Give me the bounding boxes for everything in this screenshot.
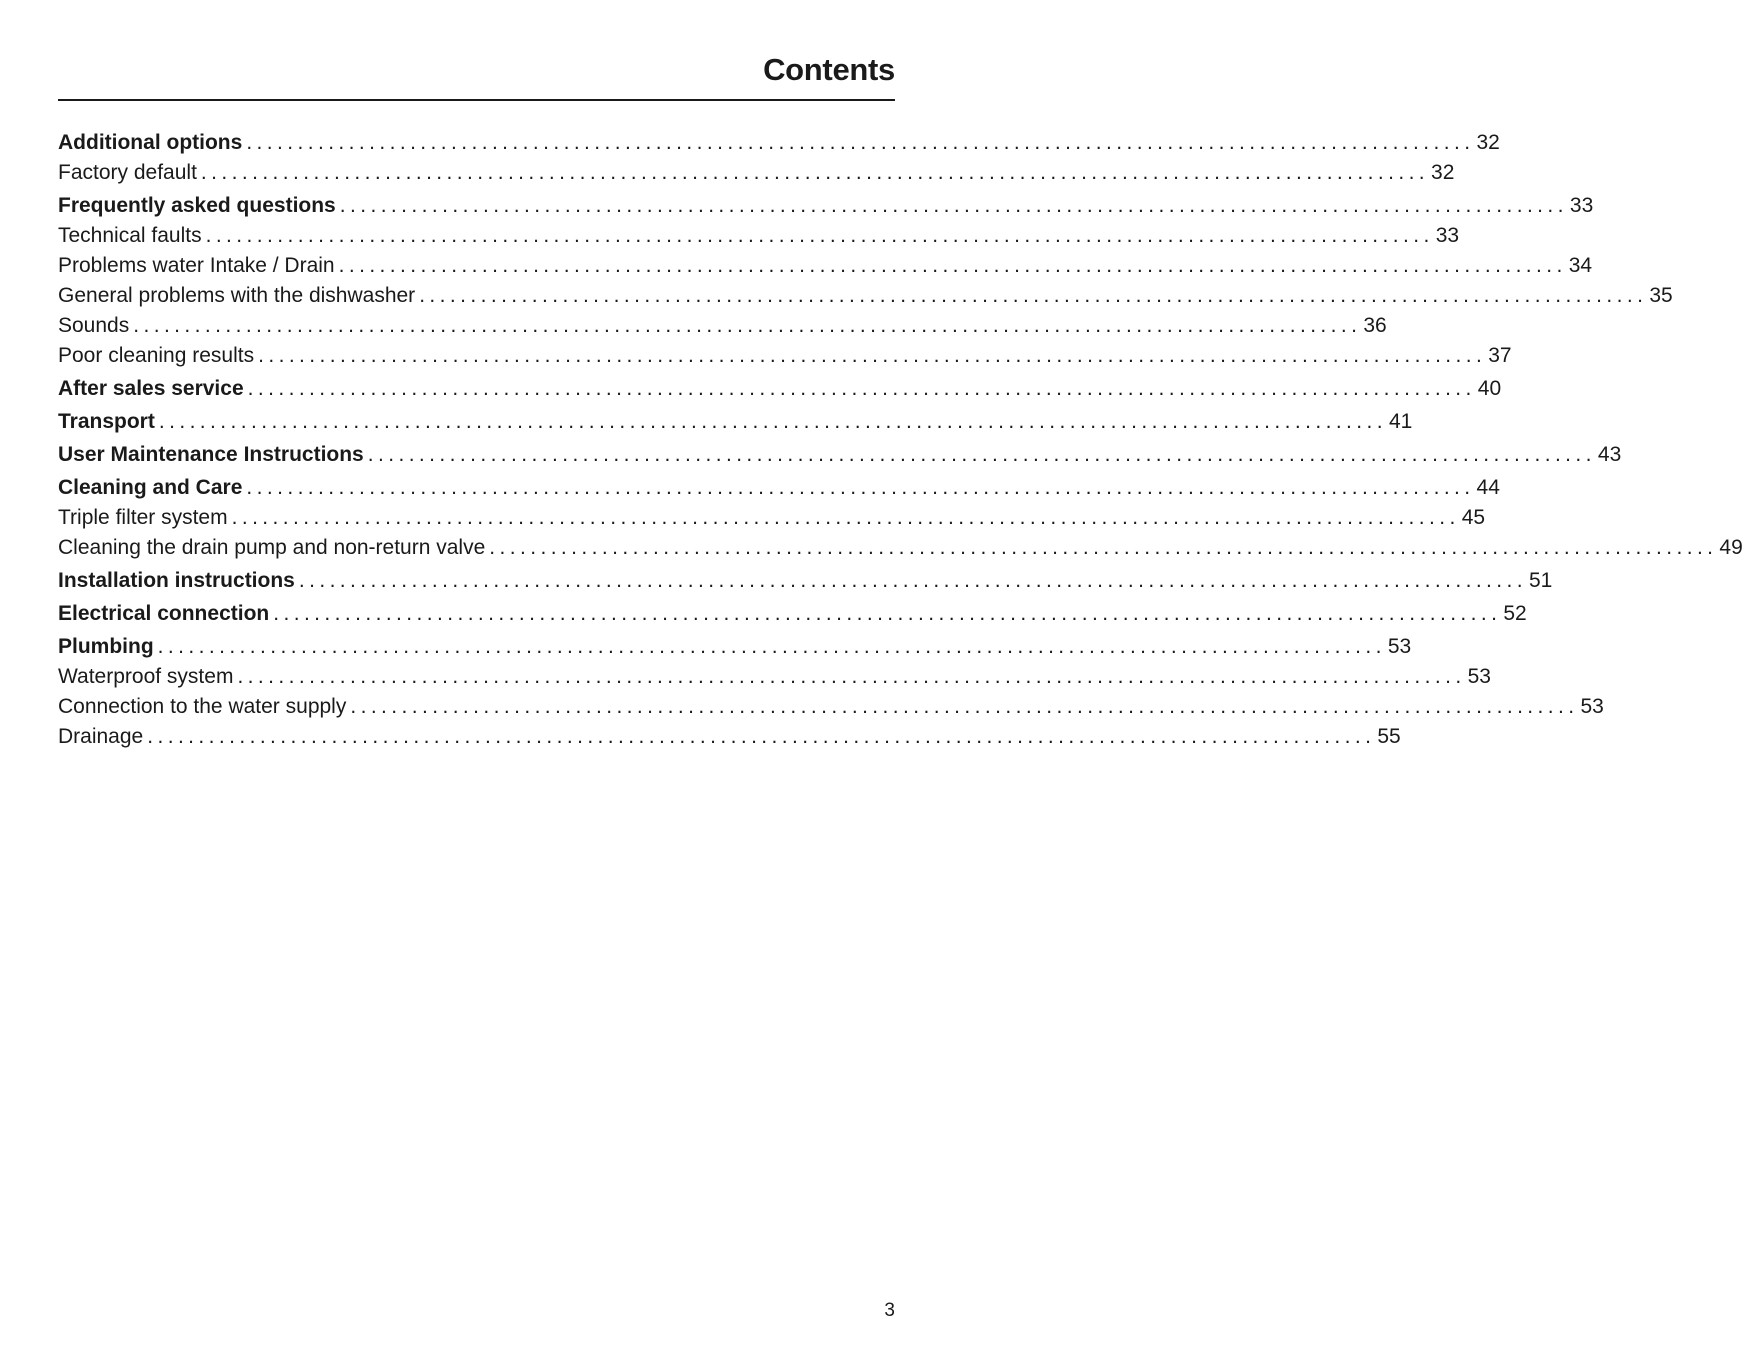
toc-entry-page: 35 bbox=[1649, 284, 1673, 307]
toc-entry-label: Installation instructions bbox=[58, 569, 295, 592]
toc-entry-problems-water-intake-drain[interactable] bbox=[58, 251, 1593, 281]
toc-entry-page: 52 bbox=[1503, 602, 1527, 625]
toc-entry-label: Triple filter system bbox=[58, 506, 228, 529]
dot-leader: ........................................................................................................................ bbox=[367, 443, 1596, 466]
toc-entry-page: 53 bbox=[1467, 665, 1491, 688]
toc-entry-page: 33 bbox=[1435, 224, 1460, 247]
toc-entry-user-maintenance-instructions[interactable] bbox=[58, 440, 1622, 470]
toc-entry-label: Transport bbox=[58, 410, 155, 433]
toc-entry-label: Connection to the water supply bbox=[58, 695, 347, 718]
toc-entry-cleaning-drain-pump[interactable] bbox=[58, 533, 1743, 563]
toc-entry-connection-water-supply[interactable] bbox=[58, 692, 1604, 722]
dot-leader: ........................................................................................................................ bbox=[338, 254, 1567, 277]
dot-leader: ........................................................................................................................ bbox=[258, 344, 1487, 367]
toc-entry-label: Factory default bbox=[58, 161, 197, 184]
toc-entry-label: Frequently asked questions bbox=[58, 194, 336, 217]
dot-leader: ........................................................................................................................ bbox=[147, 725, 1376, 748]
toc-entry-factory-default[interactable] bbox=[58, 158, 1455, 188]
toc-entry-label: Technical faults bbox=[58, 224, 202, 247]
toc-entry-triple-filter-system[interactable] bbox=[58, 503, 1486, 533]
table-of-contents bbox=[58, 128, 1743, 752]
page-title: Contents bbox=[763, 52, 895, 87]
dot-leader: ........................................................................................................................ bbox=[339, 194, 1568, 217]
toc-entry-label: Sounds bbox=[58, 314, 130, 337]
toc-entry-page: 36 bbox=[1363, 314, 1387, 337]
toc-entry-page: 43 bbox=[1597, 443, 1622, 466]
toc-entry-transport[interactable] bbox=[58, 407, 1413, 437]
toc-entry-label: Plumbing bbox=[58, 635, 154, 658]
toc-entry-page: 34 bbox=[1568, 254, 1593, 277]
toc-entry-waterproof-system[interactable] bbox=[58, 662, 1491, 692]
toc-entry-page: 53 bbox=[1387, 635, 1412, 658]
toc-entry-page: 32 bbox=[1476, 131, 1500, 154]
toc-entry-label: Problems water Intake / Drain bbox=[58, 254, 335, 277]
dot-leader: ........................................................................................................................ bbox=[133, 314, 1362, 337]
dot-leader: ........................................................................................................................ bbox=[237, 665, 1466, 688]
toc-entry-technical-faults[interactable] bbox=[58, 221, 1460, 251]
toc-entry-label: Cleaning the drain pump and non-return valve bbox=[58, 536, 486, 559]
page-header bbox=[58, 50, 895, 101]
toc-entry-label: General problems with the dishwasher bbox=[58, 284, 416, 307]
toc-entry-label: Waterproof system bbox=[58, 665, 234, 688]
toc-entry-page: 45 bbox=[1461, 506, 1486, 529]
dot-leader: ........................................................................................................................ bbox=[205, 224, 1434, 247]
toc-entry-page: 33 bbox=[1569, 194, 1594, 217]
dot-leader: ........................................................................................................................ bbox=[419, 284, 1648, 307]
dot-leader: ........................................................................................................................ bbox=[350, 695, 1579, 718]
toc-entry-additional-options[interactable] bbox=[58, 128, 1500, 158]
dot-leader: ........................................................................................................................ bbox=[273, 602, 1502, 625]
page-number: 3 bbox=[884, 1300, 895, 1321]
toc-entry-label: User Maintenance Instructions bbox=[58, 443, 364, 466]
toc-entry-page: 32 bbox=[1431, 161, 1455, 184]
dot-leader: ........................................................................................................................ bbox=[200, 161, 1430, 184]
dot-leader: ........................................................................................................................ bbox=[246, 476, 1475, 499]
dot-leader: ........................................................................................................................ bbox=[489, 536, 1718, 559]
dot-leader: ........................................................................................................................ bbox=[157, 635, 1386, 658]
toc-entry-page: 55 bbox=[1377, 725, 1401, 748]
toc-entry-page: 40 bbox=[1477, 377, 1502, 400]
dot-leader: ........................................................................................................................ bbox=[247, 377, 1476, 400]
toc-entry-frequently-asked-questions[interactable] bbox=[58, 191, 1594, 221]
toc-entry-page: 37 bbox=[1488, 344, 1512, 367]
dot-leader: ........................................................................................................................ bbox=[246, 131, 1475, 154]
toc-entry-page: 53 bbox=[1580, 695, 1604, 718]
toc-entry-installation-instructions[interactable] bbox=[58, 566, 1553, 596]
dot-leader: ........................................................................................................................ bbox=[158, 410, 1387, 433]
toc-entry-plumbing[interactable] bbox=[58, 632, 1412, 662]
toc-entry-page: 51 bbox=[1529, 569, 1553, 592]
toc-entry-label: Cleaning and Care bbox=[58, 476, 243, 499]
toc-entry-label: Electrical connection bbox=[58, 602, 270, 625]
toc-entry-page: 44 bbox=[1476, 476, 1500, 499]
toc-entry-label: Additional options bbox=[58, 131, 243, 154]
toc-entry-general-problems[interactable] bbox=[58, 281, 1673, 311]
toc-entry-label: After sales service bbox=[58, 377, 244, 400]
toc-entry-electrical-connection[interactable] bbox=[58, 599, 1527, 629]
toc-entry-sounds[interactable] bbox=[58, 311, 1387, 341]
toc-entry-page: 41 bbox=[1389, 410, 1413, 433]
toc-entry-page: 49 bbox=[1719, 536, 1743, 559]
dot-leader: ........................................................................................................................ bbox=[231, 506, 1460, 529]
toc-entry-drainage[interactable] bbox=[58, 722, 1401, 752]
toc-entry-poor-cleaning-results[interactable] bbox=[58, 341, 1512, 371]
dot-leader: ........................................................................................................................ bbox=[298, 569, 1527, 592]
toc-entry-after-sales-service[interactable] bbox=[58, 374, 1502, 404]
toc-entry-cleaning-and-care[interactable] bbox=[58, 473, 1500, 503]
toc-entry-label: Poor cleaning results bbox=[58, 344, 255, 367]
toc-entry-label: Drainage bbox=[58, 725, 144, 748]
